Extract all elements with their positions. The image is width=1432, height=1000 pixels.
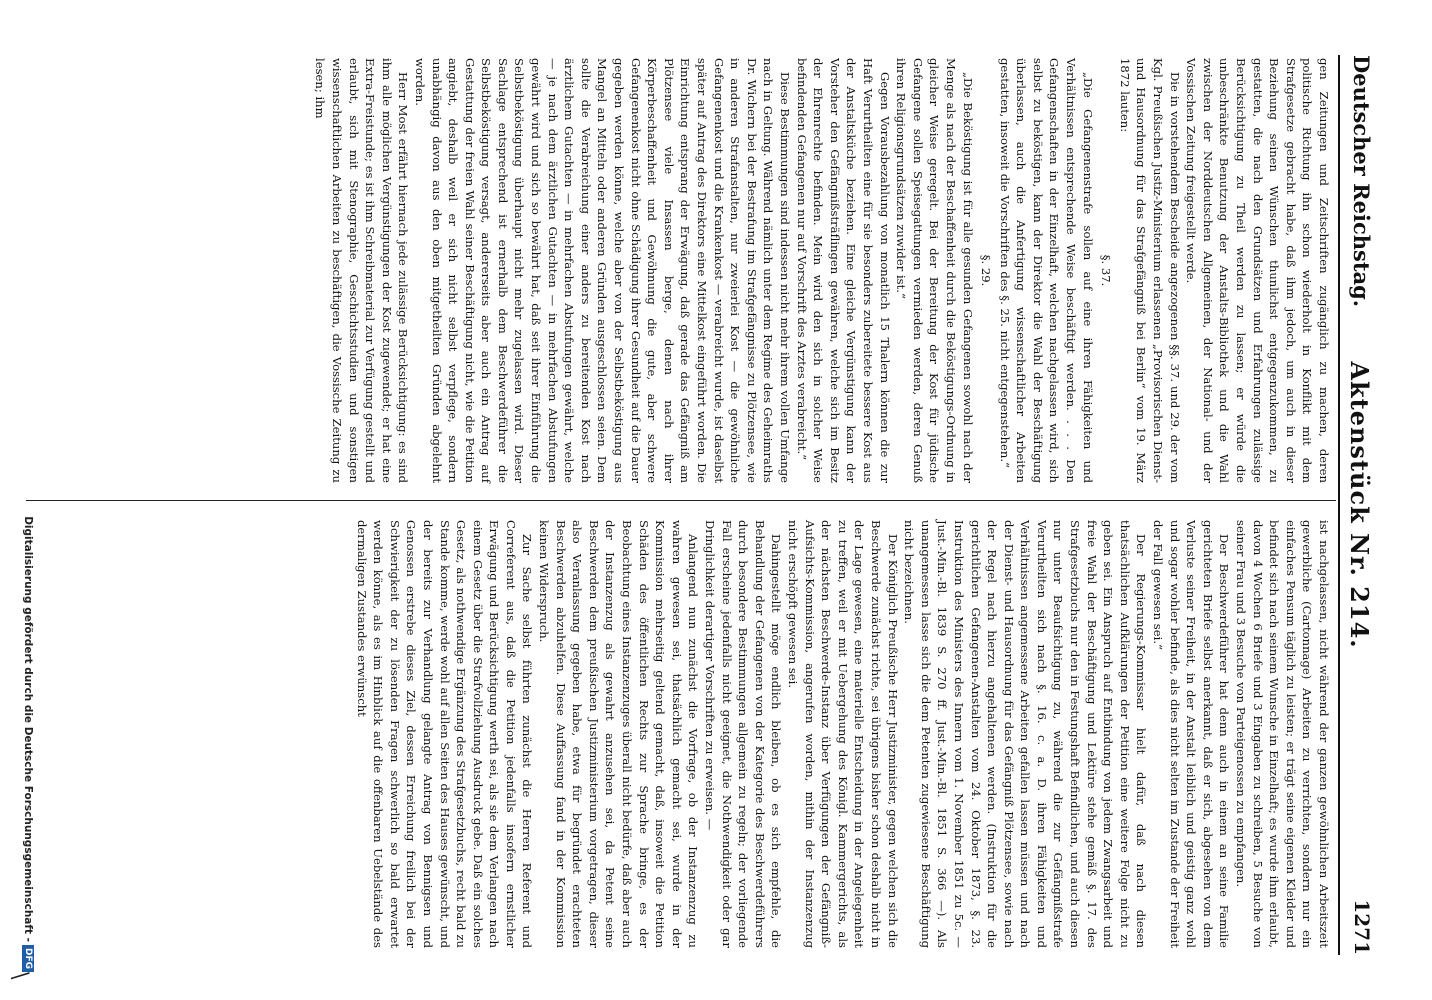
page-header (1340, 55, 1380, 955)
paragraph: gen Zeitungen und Zeitschriften zugänglich zu machen, deren politische Richtung ihn schon wiederholt in Konflikt mit dem Strafgesetze gebracht habe, daß ihm jedoch, um auch in dieser Beziehung seinen Wünschen thunlichst entgegenzukommen, zu gestatten, die nach den Grundsätzen und Erfahrungen zulässige Berücksichtigung zu Theil werden zu lassen; er würde die unbeschränkte Benutzung der Anstalts-Bibliothek und die Wahl zwischen der Norddeutschen Allgemeinen, der National- und der Vossischen Zeitung freigestellt werde. (1184, 58, 1331, 483)
paragraph: „Die Beköstigung ist für alle gesunden Gefangenen sowohl nach der Menge als nach der Beschaffenheit durch die Beköstigungs-Ordnung in gleicher Weise geregelt. Bei der Bereitung der Kost für jüdische Gefangene sollen Speisegattungen vermieden werden, deren Genuß ihren Religionsgrundsätzen zuwider ist.“ (894, 58, 975, 483)
paragraph: Der Beschwerdeführer hat denn auch in einem an seine Familie gerichteten Briefe selbst anerkannt, daß er sich, abgesehen von dem Verluste seiner Freiheit, in der Anstalt leiblich und geistig ganz wohl und sogar wohler befinde, als dies nicht selten im Zustande der Freiheit der Fall gewesen sei.“ (1151, 520, 1232, 948)
document-number: Aktenstück Nr. 214. (1345, 361, 1374, 649)
dfg-credit-text: Digitalisierung gefördert durch die Deutsche Forschungsgemeinschaft - (22, 516, 34, 942)
paragraph: Diese Bestimmungen sind indessen nicht mehr ihrem vollen Umfange nach in Geltung. Während nämlich unter dem Regime des Geheimraths Dr. Wichern bei der Bestrafung im Strafgefängnisse zu Plötzensee, wie in anderen Strafanstalten, nur zweierlei Kost — die gewöhnliche Gefangenenkost und die Krankenkost — verabreicht wurde, ist daselbst später auf Antrag des Direktors eine Mittelkost eingeführt worden. Die Einrichtung entsprang der Erwägung, daß gerade das Gefängniß am Plötzensee viele Insassen berge, denen nach ihrer Körperbeschaffenheit und Gewöhnung die gute, aber schwere Gefangenenkost nicht ohne Schädigung ihrer Gesundheit auf die Dauer gegeben werden könne, welche aber von der Selbstbeköstigung aus Mangel an Mitteln oder anderen Gründen ausgeschlossen seien. Dem sollte die Verabreichung einer anders zu bereitenden Kost nach ärztlichem Gutachten — in mehrfachen Abstufungen gewährt, welche — je nach dem ärztlichen Gutachten — in mehrfachen Abstufungen gewährt wird und sich so bewährt hat, daß seit ihrer Einführung die Selbstbeköstigung überhaupt nicht mehr zugelassen wird. Dieser Sachlage entsprechend ist ernerhalb dem Beschwerdeführer die Selbstbeköstigung versagt, andererseits aber auch ein Antrag auf Gestattung der freien Wahl seiner Beschäftigung nicht, wie die Petition angiebt, deshalb weil er sich nicht selbst verpflege, sondern unabhängig davon aus den oben mitgetheilten Gründen abgelehnt worden. (412, 58, 792, 483)
paragraph: Herr Most erfährt hiernach jede zulässige Berücksichtigung: es sind ihm alle möglichen Vergünstigungen der Kost zugewendet; er hat eine Extra-Freistunde; es ist ihm Schreibmaterial zur Verfügung gestellt und erlaubt, sich mit Stenographie, Geschichtsstudien und sonstigen wissenschaftlichen Arbeiten zu beschäftigen, die Vossische Zeitung zu lesen; ihm (313, 58, 411, 483)
paragraph: Zur Sache selbst führten zunächst die Herren Referent und Correferent aus, daß die Petition jedenfalls insofern ernstlicher Erwägung und Berücksichtigung werth sei, als sie dem Verlangen nach einem Gesetz über die Strafvollziehung Ausdruck gebe. Daß ein solches Gesetz, als nothwendige Ergänzung des Strafgesetzbuchs, recht bald zu Stande komme, werde wohl auf allen Seiten des Hauses gewünscht, und der bereits zur Verhandlung gelangte Antrag von Bennigsen und Genossen erstrebe dieses Ziel, dessen Erreichung freilich bei der Schwierigkeit der zu lösenden Fragen schwerlich so bald erwartet werden könne, als es im Hinblick auf die offenbaren Uebelstände des dermaligen Zustandes erwünscht (354, 520, 535, 948)
page-number: 1271 (1350, 899, 1374, 955)
right-column (353, 520, 1332, 948)
paragraph: Der Regierungs-Kommissar hielt dafür, daß nach diesen thatsächlichen Aufklärungen der Petition eine weitere Folge nicht zu geben sei. Ein Anspruch auf Entbindung von jedem Zwangsarbeit und freie Wahl der Beschäftigung und Lektüre stehe gemäß §. 17. des Strafgesetzbuchs nur den in Festungshaft Befindlichen, und auch diesen nur unter Beaufsichtigung zu, während die zur Gefängnißstrafe Verurtheilten sich nach §. 16. c. a. D. ihren Fähigkeiten und Verhältnissen angemessene Arbeiten gefallen lassen müssen und nach der Dienst- und Hausordnung für das Gefängniß Plötzensee, sowie nach der Regel nach hierzu angehaltenen werden. (Instruktion für die gerichtlichen Gefangenen-Anstalten vom 24. Oktober 1873, §. 23. Instruktion des Ministers des Innern vom 1. November 1851 zu 5c. — Just.-Min.-Bl. 1839 S. 270 ff. Just.-Min.-Bl. 1851 S. 366 —). Als unangemessen lasse sich die dem Petenten zugewiesene Beschäftigung nicht bezeichnen. (902, 520, 1149, 948)
section-heading: §. 37. (1099, 254, 1114, 287)
paragraph: Anlangend nun zunächst die Vorfrage, ob der Instanzenzug zu wahren gewesen sei, thatsächlich gemacht sei, wurde in der Kommission mehrseitig geltend gemacht, daß, insoweit die Petition Schäden des öffentlichen Rechts zur Sprache bringe, es der Beobachtung eines Instanzenzuges überall nicht bedürfe, daß aber auch der Instanzenzug als gewahrt anzusehen sei, da Petent seine Beschwerden dem preußischen Justizministerium vorgetragen, dieser also Veranlassung gegeben habe, etwa für begründet erachteten Beschwerden abzuhelfen. Diese Auffassung fand in der Kommission keinen Widerspruch. (537, 520, 701, 948)
header-rule (1338, 55, 1340, 955)
paragraph: Dahingestellt möge endlich bleiben, ob es sich empfehle, die Behandlung der Gefangenen von der Kategorie des Beschwerdeführers durch besondere Bestimmungen allgemein zu regeln; der vorliegende Fall erscheine jedenfalls nicht geeignet, die Nothwendigkeit oder gar Dringlichkeit derartiger Vorschriften zu erweisen. — (703, 520, 784, 948)
paragraph: Die in vorstehendem Bescheide angezogenen §§. 37. und 29. der vom Kgl. Preußischen Justiz-Ministerium erlassenen „Provisorischen Dienst- und Hausordnung für das Strafgefängniß bei Berlin“ vom 19. März 1872 lauten: (1117, 58, 1182, 483)
left-column (312, 58, 1332, 483)
dfg-credit (22, 28, 34, 972)
paragraph: „Die Gefangenenstrafe sollen auf eine ihren Fähigkeiten und Verhältnissen entsprechende Weise beschäftigt werden. . . . Den Gefangenschaften in der Einzelhaft, welchen nachgelassen wird, sich selbst zu beköstigen, kann der Direktor die Wahl der Beschäftigung überlassen, auch die Anfertigung wissenschaftlicher Arbeiten gestatten, insoweit die Vorschriften des §. 25. nicht entgegenstehen.“ (997, 58, 1095, 483)
paragraph: Der Königlich Preußische Herr Justizminister, gegen welchen sich die Beschwerde zunächst richte, sei übrigens bisher schon deshalb nicht in der Lage gewesen, eine materielle Entscheidung in der Angelegenheit zu treffen, weil er mit Uebergehung des Königl. Kammergerichts, als der nächsten Beschwerde-Instanz über Verfügungen der Gefängniß-Aufsichts-Kommission, angerufen worden, mithin der Instanzenzug nicht erschöpft gewesen sei. (786, 520, 900, 948)
publication-title: Deutscher Reichstag. (1349, 55, 1374, 308)
section-heading: §. 29. (979, 254, 994, 287)
paragraph: Gegen Vorausbezahlung von monatlich 15 Thalern können die zur Haft Verurtheilten eine für sie besonders zubereitete bessere Kost aus der Anstaltsküche beziehen. Eine gleiche Vergünstigung kann der Vorsteher den Gefängnißsträflingen gewähren, welche sich im Besitz der Ehrenrechte befinden. Mein wird den sich in solcher Weise befindenden Gefangenen nur auf Vorschrift des Arztes verabreicht.“ (794, 58, 892, 483)
column-divider (26, 500, 1336, 501)
scan-mark: \ (7, 972, 32, 980)
paragraph: ist nachgelassen, nicht während der ganzen gewöhnlichen Arbeitszeit gewerbliche (Cartonnage) Arbeiten zu verrichten, sondern nur ein einfaches Pensum täglich zu leisten; er trägt seine eigenen Kleider und befindet sich nach seinem Wunsche in Einzelhaft; es wurde ihm erlaubt, davon 4 Wochen 6 Briefe und 3 Eingaben zu schreiben, 5 Besuche von seiner Frau und 3 Besuche von Parteigenossen zu empfangen. (1234, 520, 1331, 948)
dfg-logo: DFG (22, 945, 34, 972)
